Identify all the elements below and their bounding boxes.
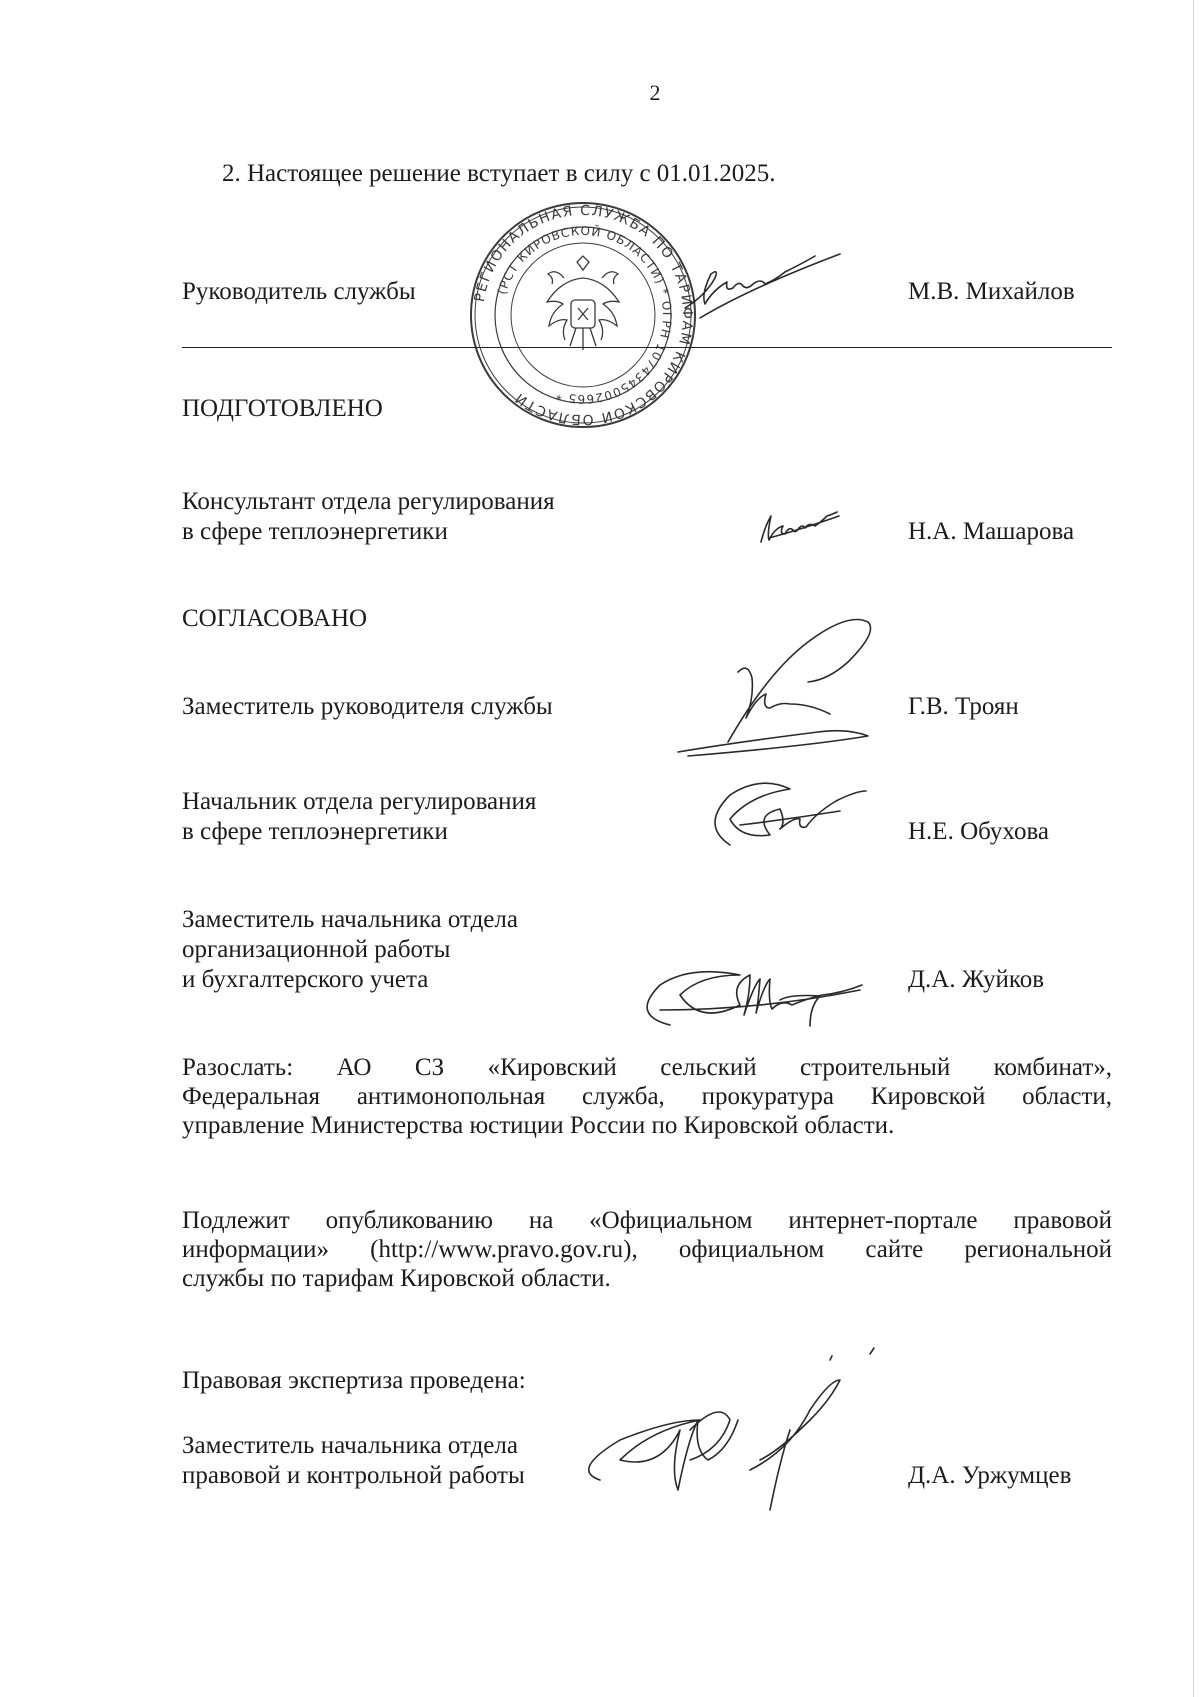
publication-paragraph	[182, 1206, 1112, 1293]
agreed-3-position-line2: организационной работы	[182, 936, 451, 963]
prepared-name: Н.А. Машарова	[908, 518, 1075, 545]
head-signature-icon	[680, 248, 850, 328]
distribution-line-1: Разослать: АО СЗ «Кировский сельский строительный комбинат»,	[182, 1054, 1112, 1081]
head-position: Руководитель службы	[182, 278, 416, 305]
legal-review-position-line1: Заместитель начальника отдела	[182, 1432, 518, 1459]
distribution-line-3: управление Министерства юстиции России по Кировской области.	[182, 1112, 895, 1139]
legal-review-heading: Правовая экспертиза проведена:	[182, 1367, 526, 1394]
separator-line	[182, 347, 1112, 348]
agreed-1-position: Заместитель руководителя службы	[182, 693, 553, 720]
agreed-2-position-line1: Начальник отдела регулирования	[182, 788, 537, 815]
page-edge	[1193, 0, 1194, 1697]
head-name: М.В. Михайлов	[908, 278, 1075, 305]
publication-line-1: Подлежит опубликованию на «Официальном интернет-портале правовой	[182, 1207, 1112, 1234]
stamp-inner-text: (РСТ КИРОВСКОЙ ОБЛАСТИ) * ОГРН 1074345002665 *	[494, 223, 675, 407]
eagle-emblem-icon	[547, 256, 619, 350]
troyan-signature-icon	[668, 612, 908, 762]
agreed-1-name: Г.В. Троян	[908, 693, 1019, 720]
prepared-position-line1: Консультант отдела регулирования	[182, 488, 555, 515]
official-stamp	[468, 200, 698, 430]
agreed-2-name: Н.Е. Обухова	[908, 818, 1050, 845]
distribution-paragraph	[182, 1053, 1112, 1140]
obukhova-signature-icon	[700, 775, 880, 865]
publication-line-2: информации» (http://www.pravo.gov.ru), официальном сайте региональной	[182, 1236, 1112, 1263]
prepared-position-line2: в сфере теплоэнергетики	[182, 518, 448, 545]
stamp-outer-text: РЕГИОНАЛЬНАЯ СЛУЖБА ПО ТАРИФАМ КИРОВСКОЙ ОБЛАСТИ	[471, 202, 696, 428]
legal-review-name: Д.А. Уржумцев	[908, 1462, 1072, 1489]
page-number: 2	[649, 80, 661, 105]
agreed-3-position-line1: Заместитель начальника отдела	[182, 906, 518, 933]
agreed-2-position-line2: в сфере теплоэнергетики	[182, 818, 448, 845]
distribution-line-2: Федеральная антимонопольная служба, прокуратура Кировской области,	[182, 1083, 1112, 1110]
urzhumtsev-signature-icon	[570, 1350, 890, 1520]
agreed-3-name: Д.А. Жуйков	[908, 966, 1045, 993]
legal-review-position-line2: правовой и контрольной работы	[182, 1462, 525, 1489]
agreed-heading: СОГЛАСОВАНО	[182, 605, 368, 632]
agreed-3-position-line3: и бухгалтерского учета	[182, 966, 429, 993]
masharova-signature-icon	[755, 508, 855, 548]
clause-2: 2. Настоящее решение вступает в силу с 01.01.2025.	[222, 160, 776, 187]
publication-line-3: службы по тарифам Кировской области.	[182, 1265, 611, 1292]
zhuikov-signature-icon	[630, 950, 890, 1040]
prepared-heading: ПОДГОТОВЛЕНО	[182, 395, 383, 422]
